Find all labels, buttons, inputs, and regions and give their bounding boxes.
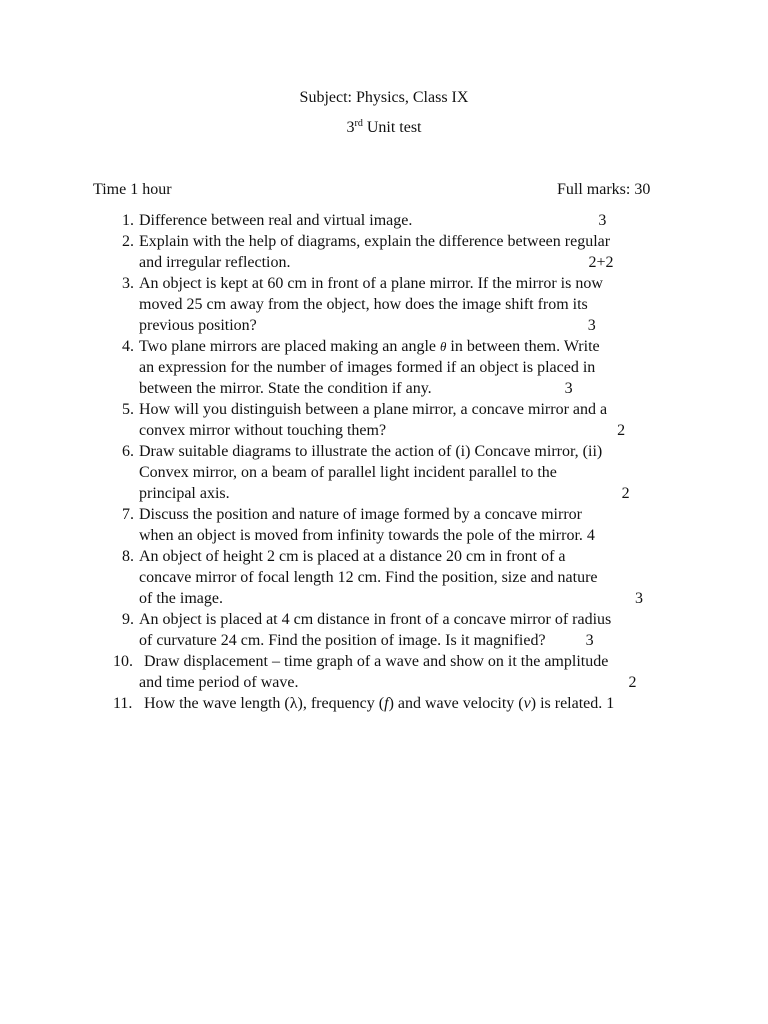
question-text: of the image.: [139, 590, 223, 607]
question-number: 4.: [122, 338, 134, 355]
question-text: moved 25 cm away from the object, how does the image shift from its: [139, 296, 588, 313]
question-10: [0, 651, 768, 693]
symbol-frequency: f: [384, 695, 389, 712]
question-text: Draw displacement – time graph of a wave and show on it the amplitude: [144, 653, 609, 670]
question-text: Draw suitable diagrams to illustrate the action of (i) Concave mirror, (ii): [139, 443, 603, 460]
question-marks: 3: [587, 317, 596, 334]
question-7: [0, 504, 768, 546]
question-number: 7.: [122, 506, 134, 523]
question-text: previous position?: [139, 317, 257, 334]
question-text: An object is placed at 4 cm distance in front of a concave mirror of radius: [139, 611, 612, 628]
subtitle-ordinal-suffix: rd: [354, 118, 363, 129]
question-text: Two plane mirrors are placed making an angle: [139, 338, 440, 355]
question-number: 2.: [122, 233, 134, 250]
question-number: 11.: [113, 695, 133, 712]
subtitle-number: 3: [346, 119, 355, 136]
question-5: [0, 399, 768, 441]
subtitle-text: Unit test: [362, 119, 422, 136]
question-text: convex mirror without touching them?: [139, 422, 387, 439]
question-text: principal axis.: [139, 485, 230, 502]
question-marks: 2+2: [588, 254, 614, 271]
question-number: 1.: [122, 212, 134, 229]
question-number: 10.: [113, 653, 133, 670]
question-text: and time period of wave.: [139, 674, 299, 691]
symbol-velocity: v: [523, 695, 531, 712]
question-marks: 3: [585, 632, 594, 649]
question-text: How the wave length (λ), frequency (: [144, 695, 385, 712]
question-text: ) and wave velocity (: [388, 695, 524, 712]
question-text: in between them. Write: [446, 338, 600, 355]
question-2: [0, 231, 768, 273]
question-8: [0, 546, 768, 609]
question-text: How will you distinguish between a plane mirror, a concave mirror and a: [139, 401, 608, 418]
question-number: 5.: [122, 401, 134, 418]
full-marks: Full marks: 30: [557, 181, 651, 198]
question-text: Convex mirror, on a beam of parallel light incident parallel to the: [139, 464, 557, 481]
question-6: [0, 441, 768, 504]
question-marks: 4: [586, 527, 595, 544]
question-text: an expression for the number of images formed if an object is placed in: [139, 359, 596, 376]
question-9: [0, 609, 768, 651]
time-allowed: Time 1 hour: [93, 181, 172, 198]
question-1: [0, 210, 768, 231]
question-text: Discuss the position and nature of image formed by a concave mirror: [139, 506, 582, 523]
question-number: 8.: [122, 548, 134, 565]
document-title: Subject: Physics, Class IX: [299, 89, 469, 106]
question-number: 9.: [122, 611, 134, 628]
question-number: 3.: [122, 275, 134, 292]
question-marks: 2: [628, 674, 637, 691]
question-number: 6.: [122, 443, 134, 460]
question-text: when an object is moved from infinity towards the pole of the mirror.: [139, 527, 583, 544]
question-text: and irregular reflection.: [139, 254, 291, 271]
document-subtitle: [0, 118, 768, 138]
question-3: [0, 273, 768, 336]
question-text: between the mirror. State the condition if any.: [139, 380, 432, 397]
question-text: concave mirror of focal length 12 cm. Find the position, size and nature: [139, 569, 598, 586]
question-list: [0, 210, 768, 714]
question-11: [0, 693, 768, 714]
question-text: Explain with the help of diagrams, explain the difference between regular: [139, 233, 611, 250]
question-marks: 3: [634, 590, 643, 607]
question-marks: 1: [606, 695, 615, 712]
question-marks: 2: [617, 422, 626, 439]
question-marks: 3: [598, 212, 607, 229]
question-text: Difference between real and virtual image.: [139, 212, 413, 229]
theta-symbol: θ: [439, 339, 447, 354]
question-text: An object is kept at 60 cm in front of a plane mirror. If the mirror is now: [139, 275, 603, 292]
question-text: ) is related.: [530, 695, 603, 712]
question-marks: 3: [564, 380, 573, 397]
question-4: [0, 336, 768, 399]
question-text: An object of height 2 cm is placed at a distance 20 cm in front of a: [139, 548, 566, 565]
question-text: of curvature 24 cm. Find the position of image. Is it magnified?: [139, 632, 546, 649]
question-marks: 2: [621, 485, 630, 502]
